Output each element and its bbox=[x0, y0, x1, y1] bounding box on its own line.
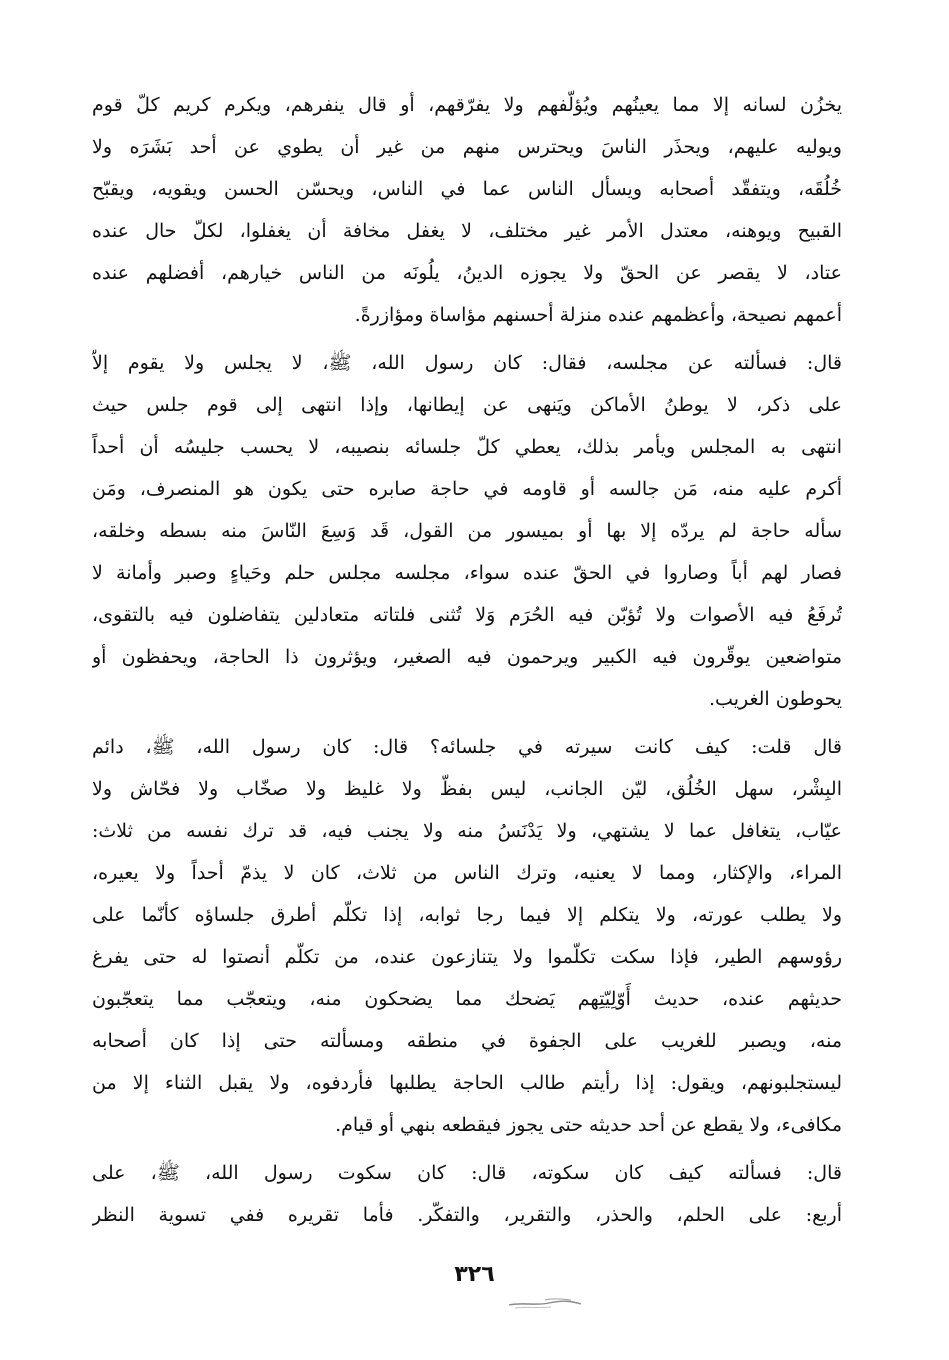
text-line: على ذكر، لا يوطنُ الأماكن ويَنهى عن إيطانها، وإذا انتهى إلى قوم جلس حيث bbox=[92, 394, 842, 416]
text-line: ليستجلبونهم، ويقول: إذا رأيتم طالب الحاجة يطلبها فأردفوه، ولا يقبل الثناء إلا من bbox=[92, 1072, 842, 1094]
text-line: يحوطون الغريب. bbox=[709, 688, 842, 710]
text-line: انتهى به المجلس ويأمر بذلك، يعطي كلّ جلسائه بنصيبه، لا يحسب جليسُه أن أحداً bbox=[92, 436, 842, 458]
paragraph-3 bbox=[92, 726, 842, 1146]
text-line: مكافىء، ولا يقطع عن أحد حديثه حتى يجوز فيقطعه بنهي أو قيام. bbox=[335, 1114, 842, 1136]
paragraph-1 bbox=[92, 84, 842, 336]
text-line: متواضعين يوقّرون فيه الكبير ويرحمون فيه الصغير، ويؤثرون ذا الحاجة، ويحفظون أو bbox=[92, 646, 842, 668]
text-line: تُرفَعُ فيه الأصوات ولا تُؤبّن فيه الحُرَم وَلا تُثنى فلتاته متعادلين يتفاضلون فيه بالتقوى، bbox=[92, 604, 842, 626]
text-line: ويوليه عليهم، ويحذَر الناسَ ويحترس منهم من غير أن يطوي عن أحد بَشَرَه ولا bbox=[92, 136, 842, 158]
page-number: ٣٢٦ bbox=[454, 1262, 495, 1287]
text-line: قال: فسألته عن مجلسه، فقال: كان رسول الله، ﷺ، لا يجلس ولا يقوم إلاّ bbox=[92, 352, 842, 374]
text-line: حديثهم عنده، حديث أَوّلِيّتِهم يَضحك مما يضحكون منه، ويتعجّب مما يتعجّبون bbox=[92, 988, 842, 1010]
text-line: سأله حاجة لم يردّه إلا بها أو بميسور من القول، قَد وَسِعَ النّاسَ منه بسطه وخلقه، bbox=[92, 520, 842, 542]
text-line: أعمهم نصيحة، وأعظمهم عنده منزلة أحسنهم مؤاساة ومؤازرةً. bbox=[354, 304, 842, 326]
page-body bbox=[92, 84, 842, 1242]
text-line: أربع: على الحلم، والحذر، والتقرير، والتفكّر. فأما تقريره ففي تسوية النظر bbox=[92, 1204, 842, 1226]
text-line: يخزُن لسانه إلا مما يعينُهم ويُؤلّفهم ولا يفرّقهم، أو قال ينفرهم، ويكرم كريم كلّ قوم bbox=[92, 94, 842, 116]
text-line: قال: فسألته كيف كان سكوته، قال: كان سكوت رسول الله، ﷺ، على bbox=[92, 1162, 842, 1184]
text-line: البِشْر، سهل الخُلُق، ليّن الجانب، ليس بفظّ ولا غليظ ولا صخّاب ولا فحّاش ولا bbox=[92, 778, 842, 800]
text-line: القبيح ويوهنه، معتدل الأمر غير مختلف، لا يغفل مخافة أن يغفلوا، لكلّ حال عنده bbox=[92, 220, 842, 242]
text-line: قال قلت: كيف كانت سيرته في جلسائه؟ قال: كان رسول الله، ﷺ، دائم bbox=[92, 736, 842, 758]
text-line: ولا يطلب عورته، ولا يتكلم إلا فيما رجا ثوابه، إذا تكلّم أطرق جلساؤه كأنّما على bbox=[92, 904, 842, 926]
text-line: عيّاب، يتغافل عما لا يشتهي، ولا يَدْنَسُ منه ولا يجنب فيه، قد ترك نفسه من ثلاث: bbox=[92, 820, 842, 842]
text-line: أكرم عليه منه، مَن جالسه أو قاومه في حاجة صابره حتى يكون هو المنصرف، ومَن bbox=[92, 478, 842, 500]
text-line: خُلُقَه، ويتفقّد أصحابه ويسأل الناس عما في الناس، ويحسّن الحسن ويقويه، ويقبّح bbox=[92, 178, 842, 200]
paragraph-4 bbox=[92, 1152, 842, 1236]
text-line: رؤوسهم الطير، فإذا سكت تكلّموا ولا يتنازعون عنده، من تكلّم أنصتوا له حتى يفرغ bbox=[92, 946, 842, 968]
paragraph-2 bbox=[92, 342, 842, 720]
text-line: فصار لهم أباً وصاروا في الحقّ عنده سواء، مجلسه مجلس حلم وحَياءٍ وصبر وأمانة لا bbox=[92, 562, 842, 584]
scan-smudge-mark bbox=[505, 1296, 585, 1310]
text-line: منه، ويصبر للغريب على الجفوة في منطقه ومسألته حتى إذا كان أصحابه bbox=[92, 1030, 842, 1052]
text-line: المراء، والإكثار، ومما لا يعنيه، وترك الناس من ثلاث، كان لا يذمّ أحداً ولا يعيره، bbox=[92, 862, 842, 884]
text-line: عتاد، لا يقصر عن الحقّ ولا يجوزه الدينُ، يلُونَه من الناس خيارهم، أفضلهم عنده bbox=[92, 262, 842, 284]
